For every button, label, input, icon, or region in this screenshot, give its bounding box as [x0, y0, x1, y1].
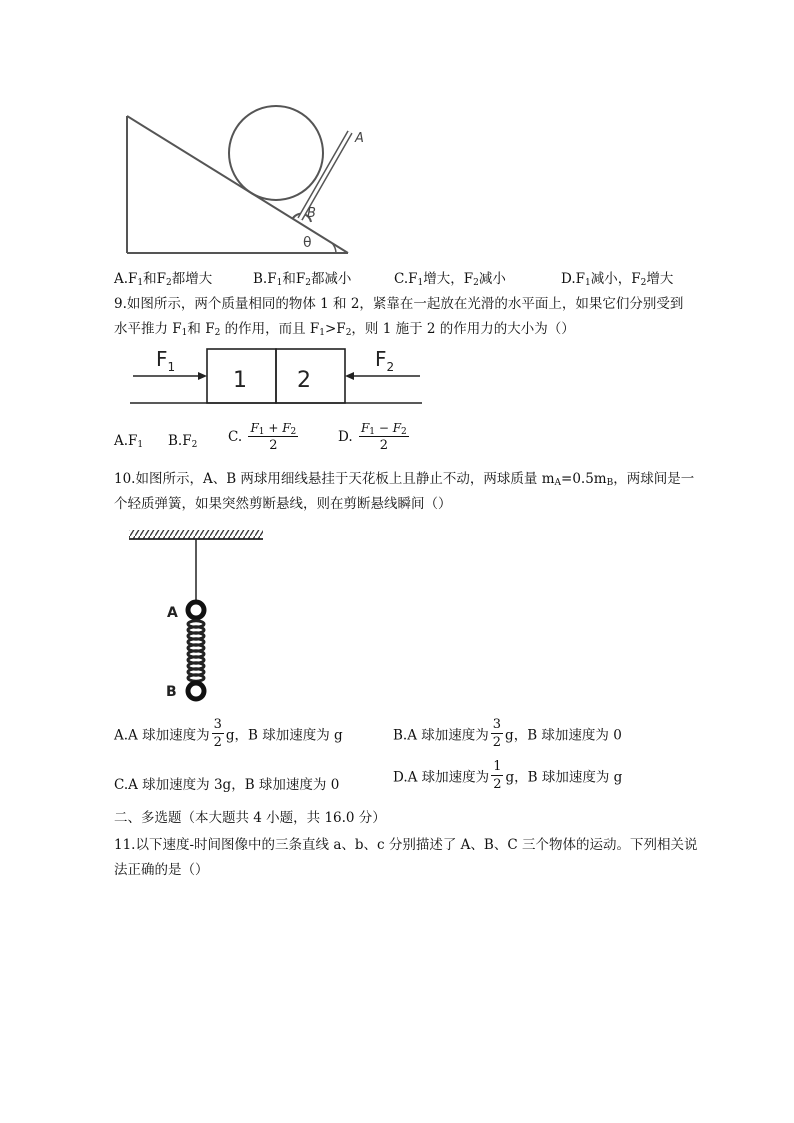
q10-a-text: A.A 球加速度为: [114, 727, 210, 744]
q9-stem-line2: [114, 317, 575, 337]
q10-stem-line2: 个轻质弹簧，如果突然剪断悬线，则在剪断悬线瞬间（）: [114, 496, 452, 512]
label-b: B: [307, 206, 316, 221]
q9-option-d[interactable]: [338, 422, 411, 452]
label-ball-a: A: [167, 605, 178, 621]
ball-a: [188, 602, 204, 618]
q11-stem-line1: 11.以下速度-时间图像中的三条直线 a、b、c 分别描述了 A、B、C 三个物体的运动。下列相关说: [114, 837, 698, 853]
force-f1-label: $F_1$: [156, 347, 176, 374]
sub: 2: [640, 278, 647, 288]
fraction-denominator: 2: [213, 735, 222, 750]
q9-a-text: A.F: [114, 433, 138, 449]
q10-option-c[interactable]: C.A 球加速度为 3g，B 球加速度为 0: [114, 777, 340, 793]
label-a: A: [355, 131, 364, 146]
q8-c-text: 增大，F: [423, 271, 474, 287]
q10-stem-line1: [114, 467, 694, 487]
q9-b-text: B.F: [168, 433, 192, 449]
fraction-numerator: $F_1 + F_2$: [250, 421, 297, 437]
ceiling-hatch: [129, 530, 263, 539]
sub: 2: [214, 328, 221, 338]
q9-text: ，则 1 施于 2 的作用力的大小为（）: [351, 321, 575, 337]
fraction-denominator: 2: [379, 438, 388, 453]
ball: [229, 106, 323, 200]
fraction-numerator: 3: [492, 717, 502, 732]
sub: 1: [585, 278, 591, 288]
q8-option-a[interactable]: [114, 267, 212, 287]
q9-option-a[interactable]: [114, 433, 143, 449]
q8-b-text: 和F: [282, 271, 306, 287]
q8-c-text: C.F: [394, 271, 418, 287]
fraction: [212, 718, 224, 749]
sub: 1: [137, 440, 144, 450]
q8-d-text: 增大: [646, 271, 674, 287]
fraction: [491, 718, 503, 749]
q8-b-text: B.F: [253, 271, 277, 287]
sub: 2: [305, 278, 311, 288]
q9-text: 水平推力 F: [114, 321, 182, 337]
sub: 1: [417, 278, 424, 288]
q11-stem-line2: 法正确的是（）: [114, 862, 209, 878]
sub: 1: [276, 278, 283, 288]
fraction-numerator: 3: [213, 717, 222, 732]
q8-a-text: 和F: [143, 271, 167, 287]
sub: A: [554, 478, 562, 488]
incline-figure: [110, 100, 390, 260]
q9-option-b[interactable]: [168, 433, 197, 449]
fraction: [491, 760, 503, 791]
q10-option-d[interactable]: [393, 760, 622, 791]
q10-a-text: g，B 球加速度为 g: [225, 727, 343, 744]
q10-text: =0.5m: [561, 471, 607, 487]
force-f2-label: $F_2$: [375, 347, 395, 374]
incline-hypotenuse: [127, 116, 348, 253]
q9-stem-line1: 9.如图所示，两个质量相同的物体 1 和 2，紧靠在一起放在光滑的水平面上，如果它们分别受到: [114, 296, 684, 312]
q10-b-text: B.A 球加速度为: [393, 727, 489, 744]
sub: 2: [473, 278, 479, 288]
q8-b-text: 都减小: [310, 271, 352, 287]
block-1-label: 1: [233, 368, 247, 393]
spring-figure: [125, 528, 270, 708]
label-theta: θ: [303, 235, 312, 251]
q8-a-text: 都增大: [171, 271, 213, 287]
sub: B: [606, 478, 614, 488]
q9-c-fraction: [248, 422, 298, 452]
arrow-f2-head: [345, 372, 354, 380]
q9-text: 和 F: [187, 321, 215, 337]
q9-d-fraction: [359, 422, 409, 452]
q8-d-text: D.F: [561, 271, 586, 287]
blocks-figure: [130, 344, 425, 410]
sub: 1: [137, 278, 144, 288]
sub: 2: [345, 328, 352, 338]
q9-option-c[interactable]: [228, 422, 300, 452]
q8-option-d[interactable]: [561, 267, 673, 287]
arrow-f1-head: [198, 372, 207, 380]
section-heading: 二、多选题（本大题共 4 小题，共 16.0 分）: [114, 810, 386, 826]
q10-b-text: g，B 球加速度为 0: [505, 727, 622, 744]
fraction-denominator: 2: [269, 438, 278, 453]
sub: 2: [166, 278, 172, 288]
sub: 1: [319, 328, 325, 338]
q10-d-text: g，B 球加速度为 g: [505, 769, 623, 786]
q8-a-text: A.F: [114, 271, 138, 287]
q8-d-text: 减小，F: [590, 271, 641, 287]
spring: [188, 621, 204, 681]
sub: 1: [181, 328, 188, 338]
ball-b: [188, 683, 204, 699]
q10-text: ，两球间是一: [613, 471, 695, 487]
q10-option-b[interactable]: [393, 718, 622, 749]
fraction-numerator: $F_1 - F_2$: [360, 421, 407, 437]
q10-text: 10.如图所示，A、B 两球用细线悬挂于天花板上且静止不动，两球质量 m: [114, 471, 555, 487]
q8-option-c[interactable]: [394, 267, 506, 287]
label-ball-b: B: [166, 684, 177, 700]
q9-text: 的作用，而且 F: [220, 321, 320, 337]
sub: 2: [191, 440, 198, 450]
q8-option-b[interactable]: [253, 267, 351, 287]
fraction-denominator: 2: [493, 777, 502, 792]
q10-option-a[interactable]: [114, 718, 343, 749]
block-2-label: 2: [297, 368, 311, 393]
q9-d-label: D.: [338, 429, 353, 445]
fraction-denominator: 2: [492, 735, 502, 750]
q10-d-text: D.A 球加速度为: [393, 769, 490, 786]
q8-c-text: 减小: [478, 271, 506, 287]
fraction-numerator: 1: [493, 759, 502, 774]
q9-text: >F: [325, 321, 346, 337]
q9-c-label: C.: [228, 429, 243, 445]
